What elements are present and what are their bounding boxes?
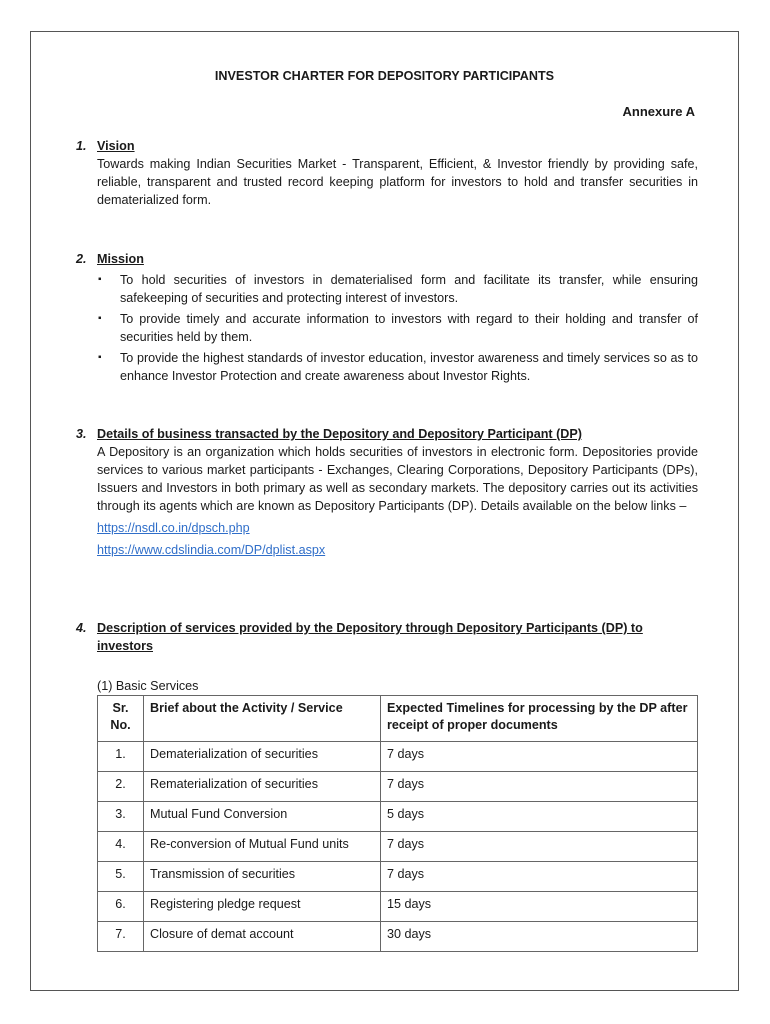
section-body: Towards making Indian Securities Market - Transparent, Efficient, & Investor friendly by providing safe, reliable, transparent and trusted record keeping platform for investors to hold and transfer securities in dematerialized form.	[97, 157, 698, 207]
header-sr-no: Sr. No.	[98, 696, 144, 742]
section-vision	[76, 137, 698, 209]
cell-sr-no: 4.	[98, 832, 144, 862]
subheading-basic-services: (1) Basic Services	[97, 679, 199, 693]
document-page	[30, 31, 739, 991]
cell-activity: Dematerialization of securities	[144, 742, 381, 772]
document-title: INVESTOR CHARTER FOR DEPOSITORY PARTICIPANTS	[214, 69, 555, 83]
table-row	[98, 802, 698, 832]
list-item: ▪ To provide the highest standards of investor education, investor awareness and timely services so as to enhance Investor Protection and create awareness about Investor Rights.	[98, 351, 698, 383]
cell-timeline: 7 days	[381, 772, 698, 802]
bullet-icon: ▪	[98, 313, 102, 324]
cell-sr-no: 2.	[98, 772, 144, 802]
cell-activity: Re-conversion of Mutual Fund units	[144, 832, 381, 862]
section-number: 3.	[76, 427, 87, 441]
cell-activity: Closure of demat account	[144, 922, 381, 952]
cell-activity: Transmission of securities	[144, 862, 381, 892]
table-row	[98, 862, 698, 892]
table-row	[98, 832, 698, 862]
section-heading: Vision	[97, 139, 135, 153]
mission-list	[97, 271, 698, 385]
section-business-details	[76, 425, 698, 559]
cell-timeline: 7 days	[381, 742, 698, 772]
table-row	[98, 742, 698, 772]
list-item: ▪ To hold securities of investors in dematerialised form and facilitate its transfer, while ensuring safekeeping of securities and protecting interest of investors.	[98, 273, 698, 305]
table-header-row	[98, 696, 698, 742]
section-heading: Description of services provided by the Depository through Depository Participants (DP) to investors	[97, 621, 643, 653]
bullet-icon: ▪	[98, 352, 102, 363]
cell-activity: Rematerialization of securities	[144, 772, 381, 802]
cell-timeline: 15 days	[381, 892, 698, 922]
cell-sr-no: 3.	[98, 802, 144, 832]
cell-sr-no: 7.	[98, 922, 144, 952]
section-services	[76, 619, 698, 952]
cell-sr-no: 1.	[98, 742, 144, 772]
cell-timeline: 30 days	[381, 922, 698, 952]
nsdl-link[interactable]: https://nsdl.co.in/dpsch.php	[97, 521, 250, 535]
section-heading: Mission	[97, 252, 144, 266]
section-mission	[76, 250, 698, 388]
cell-sr-no: 5.	[98, 862, 144, 892]
header-activity: Brief about the Activity / Service	[144, 696, 381, 742]
bullet-icon: ▪	[98, 274, 102, 285]
cell-activity: Mutual Fund Conversion	[144, 802, 381, 832]
section-body: A Depository is an organization which holds securities of investors in electronic form. Depositories provide services to various market participants - Exchanges, Clearing Corporations, Depository Participants (DPs), Issuers and Investors in both primary as well as secondary markets. The depository carries out its activities through its agents which are known as Depository Participants (DP). Details available on the below links –	[97, 445, 698, 513]
cell-timeline: 7 days	[381, 862, 698, 892]
cell-timeline: 7 days	[381, 832, 698, 862]
table-row	[98, 892, 698, 922]
cdsl-link[interactable]: https://www.cdslindia.com/DP/dplist.aspx	[97, 543, 326, 557]
services-table	[97, 695, 698, 952]
section-number: 4.	[76, 621, 87, 635]
table-row	[98, 772, 698, 802]
list-item: ▪ To provide timely and accurate information to investors with regard to their holding and transfer of securities held by them.	[98, 312, 698, 344]
section-number: 1.	[76, 139, 87, 153]
annexure-label: Annexure A	[622, 104, 695, 119]
cell-timeline: 5 days	[381, 802, 698, 832]
cell-activity: Registering pledge request	[144, 892, 381, 922]
section-heading: Details of business transacted by the Depository and Depository Participant (DP)	[97, 427, 582, 441]
cell-sr-no: 6.	[98, 892, 144, 922]
header-timelines: Expected Timelines for processing by the DP after receipt of proper documents	[381, 696, 698, 742]
section-number: 2.	[76, 252, 87, 266]
table-row	[98, 922, 698, 952]
